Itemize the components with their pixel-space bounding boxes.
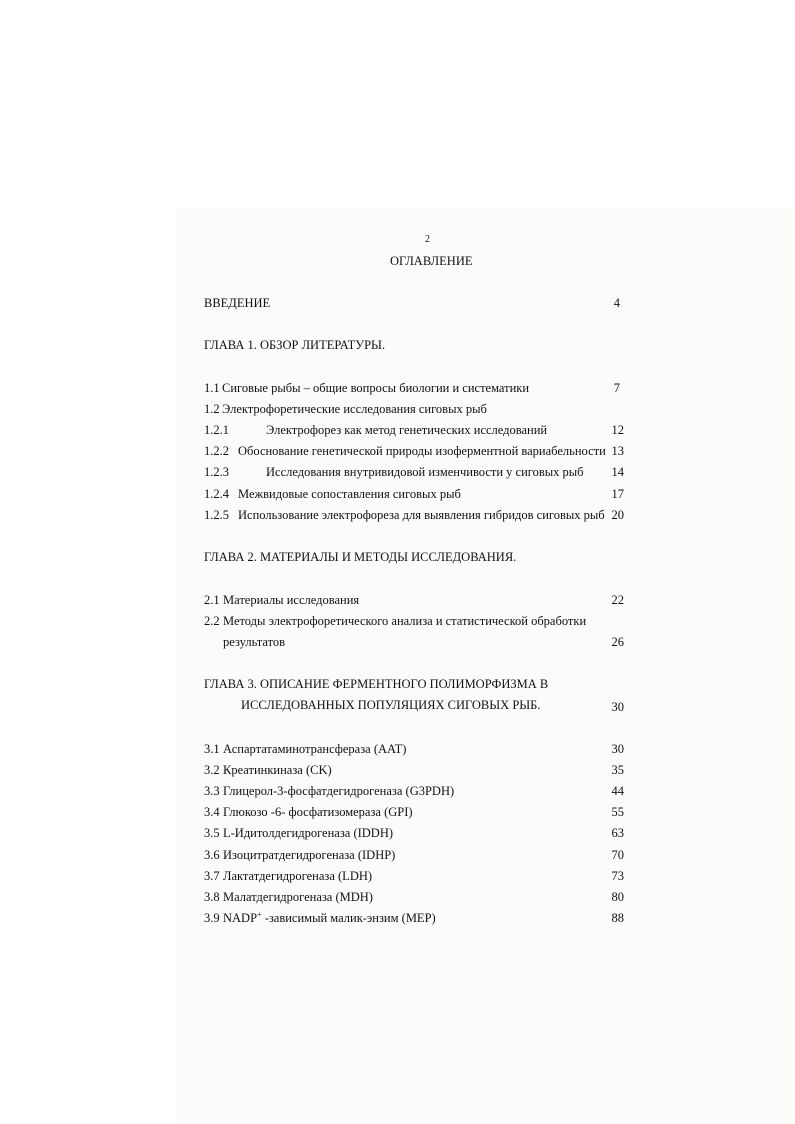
toc-entry-page: 12 [611, 423, 624, 437]
toc-entry-number: 1.2.1 [204, 423, 229, 437]
toc-entry-number: 2.1 [204, 593, 220, 607]
toc-entry-number: 3.8 [204, 890, 220, 904]
toc-entry-page: 26 [611, 635, 624, 649]
toc-entry-text: Электрофоретические исследования сиговых рыб [222, 402, 487, 416]
toc-entry-number: 3.9 [204, 911, 220, 925]
toc-entry-number: 2.2 [204, 614, 220, 628]
toc-entry-text: Креатинкиназа (CK) [223, 763, 332, 777]
toc-entry-text: Лактатдегидрогеназа (LDH) [223, 869, 373, 883]
toc-entry-text: Аспартатаминотрансфераза (AAT) [223, 742, 407, 756]
toc-entry-text: Исследования внутривидовой изменчивости у сиговых рыб [266, 465, 584, 479]
toc-entry-number: 3.4 [204, 805, 220, 819]
toc-entry-text: результатов [223, 635, 286, 649]
toc-entry-number: 1.2.2 [204, 444, 229, 458]
toc-entry-text: Глюкозо -6- фосфатизомераза (GPI) [223, 805, 413, 819]
chapter-3-heading-line-1: ГЛАВА 3. ОПИСАНИЕ ФЕРМЕНТНОГО ПОЛИМОРФИЗМА В [204, 677, 549, 691]
chapter-1-heading: ГЛАВА 1. ОБЗОР ЛИТЕРАТУРЫ. [204, 338, 386, 352]
toc-entry-text-prefix: NADP [223, 911, 258, 925]
toc-entry-text-suffix: -зависимый малик-энзим (MEP) [261, 911, 436, 925]
toc-entry-page: 7 [613, 381, 620, 395]
toc-entry-text: Обоснование генетической природы изоферментной вариабельности [238, 444, 606, 458]
toc-entry-page: 80 [611, 890, 624, 904]
toc-entry-text: ВВЕДЕНИЕ [204, 296, 271, 310]
toc-entry-text: ИССЛЕДОВАННЫХ ПОПУЛЯЦИЯХ СИГОВЫХ РЫБ. [241, 698, 541, 712]
toc-entry-number: 3.2 [204, 763, 220, 777]
toc-entry-page: 14 [611, 465, 624, 479]
toc-entry-number: 1.2 [204, 402, 220, 416]
toc-entry-page: 73 [611, 869, 624, 883]
toc-entry-text: L-Идитолдегидрогеназа (IDDH) [223, 826, 394, 840]
chapter-2-heading: ГЛАВА 2. МАТЕРИАЛЫ И МЕТОДЫ ИССЛЕДОВАНИЯ. [204, 550, 517, 564]
toc-entry-number: 1.2.3 [204, 465, 229, 479]
toc-entry-text: Малатдегидрогеназа (MDH) [223, 890, 373, 904]
toc-entry-number: 1.2.5 [204, 508, 229, 522]
toc-entry-number: 3.3 [204, 784, 220, 798]
toc-entry-text: Изоцитратдегидрогеназа (IDHP) [223, 848, 396, 862]
toc-entry-text [223, 911, 436, 925]
toc-entry-page: 30 [611, 742, 624, 756]
toc-entry-page: 4 [613, 296, 620, 310]
toc-entry-page: 13 [611, 444, 624, 458]
page-number: 2 [425, 234, 430, 245]
toc-entry-text: Сиговые рыбы – общие вопросы биологии и систематики [222, 381, 530, 395]
toc-entry-page: 44 [611, 784, 624, 798]
toc-entry-page: 88 [611, 911, 624, 925]
toc-entry-text: Глицерол-3-фосфатдегидрогеназа (G3PDH) [223, 784, 455, 798]
toc-entry-page: 55 [611, 805, 624, 819]
toc-entry-text: Использование электрофореза для выявления гибридов сиговых рыб [238, 508, 605, 522]
superscript-plus: + [257, 909, 262, 919]
toc-entry-number: 1.2.4 [204, 487, 229, 501]
toc-entry-page: 70 [611, 848, 624, 862]
toc-entry-number: 3.6 [204, 848, 220, 862]
toc-entry-text: Методы электрофоретического анализа и статистической обработки [223, 614, 587, 628]
toc-entry-number: 3.1 [204, 742, 220, 756]
toc-entry-page: 20 [611, 508, 624, 522]
toc-entry-number: 3.7 [204, 869, 220, 883]
toc-entry-number: 1.1 [204, 381, 220, 395]
toc-entry-text: Электрофорез как метод генетических исследований [266, 423, 548, 437]
toc-entry-number: 3.5 [204, 826, 220, 840]
toc-entry-text: Межвидовые сопоставления сиговых рыб [238, 487, 461, 501]
toc-entry-page: 22 [611, 593, 624, 607]
toc-entry-text: Материалы исследования [223, 593, 360, 607]
toc-entry-page: 35 [611, 763, 624, 777]
toc-entry-page: 63 [611, 826, 624, 840]
toc-title: ОГЛАВЛЕНИЕ [390, 254, 473, 268]
toc-entry-page: 30 [611, 700, 624, 714]
toc-entry-page: 17 [611, 487, 624, 501]
